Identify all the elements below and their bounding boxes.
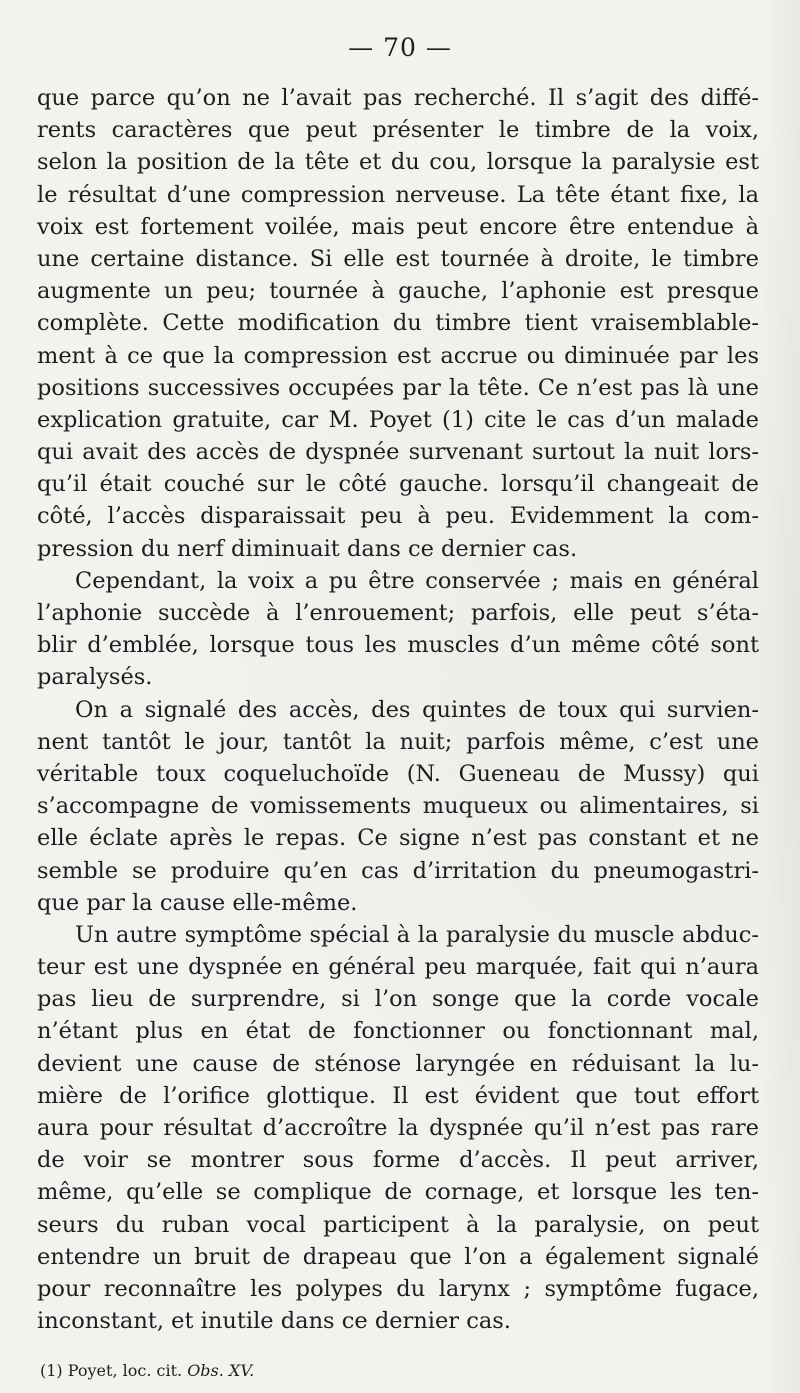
text-line: Un autre symptôme spécial à la paralysie du muscle abduc- (75, 921, 759, 948)
text-line: que parce qu’on ne l’avait pas recherché. Il s’agit des diffé- (37, 85, 759, 111)
page-edge-shadow (760, 0, 800, 1393)
paragraph-4 (37, 919, 759, 1337)
body-text (37, 82, 759, 1337)
text-line: explication gratuite, car M. Poyet (1) cite le cas d’un malade (37, 406, 759, 433)
text-line: Cependant, la voix a pu être conservée ; mais en général (75, 567, 759, 594)
text-line: s’accompagne de vomissements muqueux ou alimentaires, si (37, 793, 759, 820)
text-line: même, qu’elle se complique de cornage, et lorsque les ten- (37, 1179, 759, 1206)
text-line: semble se produire qu’en cas d’irritation du pneumogastri- (37, 857, 759, 884)
text-line: augmente un peu; tournée à gauche, l’aphonie est presque (37, 278, 759, 305)
text-line: devient une cause de sténose laryngée en réduisant la lu- (37, 1050, 759, 1077)
footnote (40, 1360, 254, 1382)
text-line: On a signalé des accès, des quintes de toux qui survien- (75, 696, 759, 723)
text-line: paralysés. (37, 664, 153, 691)
text-line: pression du nerf diminuait dans ce dernier cas. (37, 535, 578, 562)
text-line: seurs du ruban vocal participent à la paralysie, on peut (37, 1211, 759, 1238)
text-line: qu’il était couché sur le côté gauche. lorsqu’il changeait de (37, 471, 759, 498)
text-line: elle éclate après le repas. Ce signe n’est pas constant et ne (37, 825, 759, 852)
text-line: côté, l’accès disparaissait peu à peu. Evidemment la com- (37, 503, 759, 530)
text-line: blir d’emblée, lorsque tous les muscles d’un même côté sont (37, 632, 759, 659)
text-line: rents caractères que peut présenter le timbre de la voix, (37, 117, 759, 144)
footnote-text: (1) Poyet, loc. cit. (40, 1361, 183, 1380)
text-line: de voir se montrer sous forme d’accès. Il peut arriver, (37, 1147, 759, 1174)
text-line: pour reconnaître les polypes du larynx ; symptôme fugace, (37, 1275, 759, 1302)
footnote-ref: Obs. XV. (187, 1361, 255, 1380)
text-line: l’aphonie succède à l’enrouement; parfois, elle peut s’éta- (37, 600, 759, 626)
text-line: véritable toux coqueluchoïde (N. Gueneau de Mussy) qui (37, 760, 759, 787)
text-line: voix est fortement voilée, mais peut encore être entendue à (37, 213, 759, 240)
page-number: — 70 — (348, 33, 452, 62)
text-line: pas lieu de surprendre, si l’on songe que la corde vocale (37, 986, 759, 1013)
paragraph-3 (37, 694, 759, 919)
text-line: teur est une dyspnée en général peu marquée, fait qui n’aura (37, 954, 759, 981)
paragraph-2 (37, 565, 759, 694)
text-line: le résultat d’une compression nerveuse. La tête étant fixe, la (37, 181, 759, 208)
text-line: entendre un bruit de drapeau que l’on a également signalé (37, 1243, 759, 1270)
text-line: inconstant, et inutile dans ce dernier cas. (37, 1308, 511, 1335)
text-line: nent tantôt le jour, tantôt la nuit; parfois même, c’est une (37, 728, 759, 755)
text-line: complète. Cette modification du timbre tient vraisemblable- (37, 310, 759, 337)
text-line: mière de l’orifice glottique. Il est évident que tout effort (37, 1082, 759, 1109)
paragraph-1 (37, 82, 759, 565)
text-line: n’étant plus en état de fonctionner ou fonctionnant mal, (37, 1018, 759, 1045)
text-line: qui avait des accès de dyspnée survenant surtout la nuit lors- (37, 439, 759, 466)
text-line: que par la cause elle-même. (37, 889, 358, 916)
text-line: positions successives occupées par la tête. Ce n’est pas là une (37, 374, 759, 401)
text-line: selon la position de la tête et du cou, lorsque la paralysie est (37, 149, 759, 176)
text-line: aura pour résultat d’accroître la dyspnée qu’il n’est pas rare (37, 1115, 759, 1141)
text-line: ment à ce que la compression est accrue ou diminuée par les (37, 342, 759, 369)
text-line: une certaine distance. Si elle est tournée à droite, le timbre (37, 245, 759, 272)
